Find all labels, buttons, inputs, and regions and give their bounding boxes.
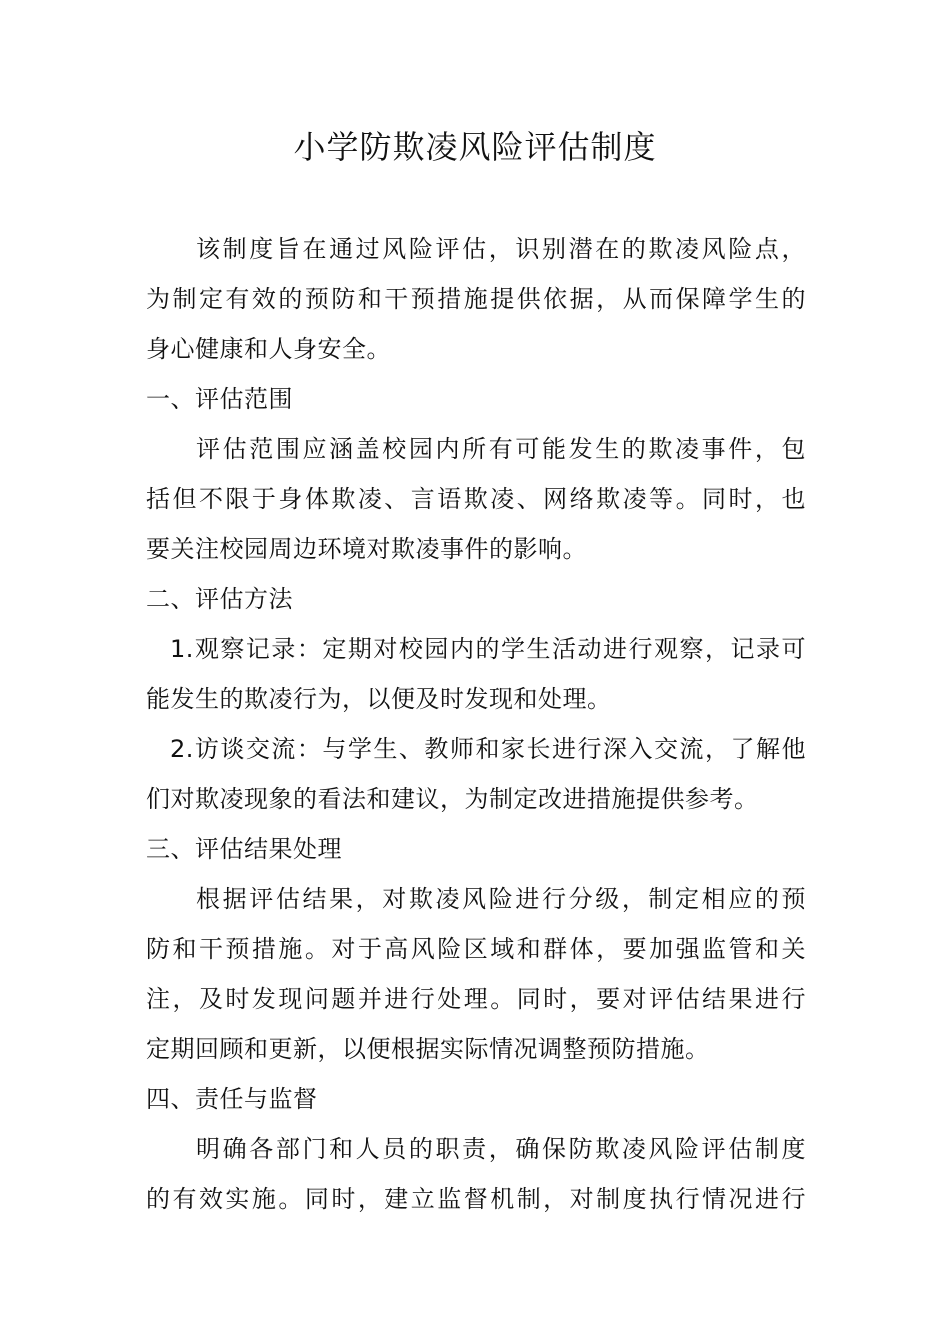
section-1-line-3: 要关注校园周边环境对欺凌事件的影响。 xyxy=(146,535,587,563)
section-2-item-1-line-1: 1.观察记录：定期对校园内的学生活动进行观察，记录可 xyxy=(170,635,806,663)
intro-paragraph xyxy=(146,224,806,374)
section-4-line-2: 的有效实施。同时，建立监督机制，对制度执行情况进行 xyxy=(146,1185,806,1213)
section-4-heading: 四、责任与监督 xyxy=(146,1085,318,1113)
section-2-item-2-line-1: 2.访谈交流：与学生、教师和家长进行深入交流，了解他 xyxy=(170,735,806,763)
intro-line-2: 为制定有效的预防和干预措施提供依据，从而保障学生的 xyxy=(146,285,806,313)
section-1-line-2: 括但不限于身体欺凌、言语欺凌、网络欺凌等。同时，也 xyxy=(146,485,806,513)
section-2-item-2 xyxy=(146,724,806,824)
section-2-item-1-line-2: 能发生的欺凌行为，以便及时发现和处理。 xyxy=(146,685,612,713)
section-3-heading: 三、评估结果处理 xyxy=(146,835,342,863)
document-body xyxy=(146,224,806,1224)
document-title: 小学防欺凌风险评估制度 xyxy=(293,128,657,166)
section-2-item-1 xyxy=(146,624,806,724)
section-1-line-1: 评估范围应涵盖校园内所有可能发生的欺凌事件，包 xyxy=(196,435,806,463)
section-2-heading: 二、评估方法 xyxy=(146,585,293,613)
section-3-line-4: 定期回顾和更新，以便根据实际情况调整预防措施。 xyxy=(146,1035,710,1063)
section-4-line-1: 明确各部门和人员的职责，确保防欺凌风险评估制度 xyxy=(196,1135,806,1163)
section-3-line-2: 防和干预措施。对于高风险区域和群体，要加强监管和关 xyxy=(146,935,806,963)
section-4-paragraph xyxy=(146,1124,806,1224)
section-1-paragraph xyxy=(146,424,806,574)
intro-line-1: 该制度旨在通过风险评估，识别潜在的欺凌风险点， xyxy=(196,235,806,263)
section-1-heading: 一、评估范围 xyxy=(146,385,293,413)
section-2-item-2-line-2: 们对欺凌现象的看法和建议，为制定改进措施提供参考。 xyxy=(146,785,759,813)
intro-line-3: 身心健康和人身安全。 xyxy=(146,335,391,363)
section-3-line-1: 根据评估结果，对欺凌风险进行分级，制定相应的预 xyxy=(196,885,806,913)
section-3-line-3: 注，及时发现问题并进行处理。同时，要对评估结果进行 xyxy=(146,985,806,1013)
section-3-paragraph xyxy=(146,874,806,1074)
